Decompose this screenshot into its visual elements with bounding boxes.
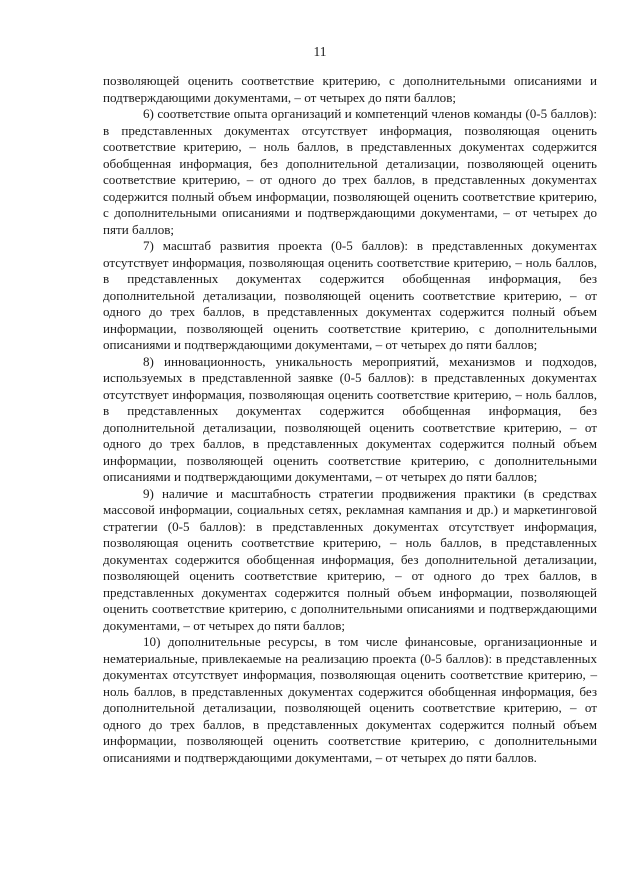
- paragraph-criterion-8: 8) инновационность, уникальность мероприятий, механизмов и подходов, используемых в представленной заявке (0-5 баллов): в представленных документах отсутствует информация, позволяющая оценить соответствие критерию, – ноль баллов, в представленных документах содержится обобщенная информация, без дополнительной детализации, позволяющей оценить соответствие критерию, – от одного до трех баллов, в представленных документах содержится полный объем информации, позволяющей оценить соответствие критерию, с дополнительными описаниями и подтверждающими документами, – от четырех до пяти баллов;: [103, 353, 597, 484]
- paragraph-criterion-7: 7) масштаб развития проекта (0-5 баллов): в представленных документах отсутствует информация, позволяющая оценить соответствие критерию, – ноль баллов, в представленных документах содержится обобщенная информация, без дополнительной детализации, позволяющей оценить соответствие критерию, – от одного до трех баллов, в представленных документах содержится полный объем информации, позволяющей оценить соответствие критерию, с дополнительными описаниями и подтверждающими документами, – от четырех до пяти баллов;: [103, 238, 597, 352]
- paragraph-criterion-10: 10) дополнительные ресурсы, в том числе финансовые, организационные и нематериальные, привлекаемые на реализацию проекта (0-5 баллов): в представленных документах отсутствует информация, позволяющая оценить соответствие критерию, – ноль баллов, в представленных документах содержится обобщенная информация, без дополнительной детализации, позволяющей оценить соответствие критерию, – от одного до трех баллов, в представленных документах содержится полный объем информации, позволяющей оценить соответствие критерию, с дополнительными описаниями и подтверждающими документами, – от четырех до пяти баллов.: [103, 634, 597, 765]
- paragraph-criterion-9: 9) наличие и масштабность стратегии продвижения практики (в средствах массовой информации, социальных сетях, рекламная кампания и др.) и маркетинговой стратегии (0-5 баллов): в представленных документах отсутствует информация, позволяющая оценить соответствие критерию, – ноль баллов, в представленных документах содержится обобщенная информация, без дополнительной детализации, позволяющей оценить соответствие критерию, – от одного до трех баллов, в представленных документах содержится полный объем информации, позволяющей оценить соответствие критерию, с дополнительными описаниями и подтверждающими документами, – от четырех до пяти баллов;: [103, 485, 597, 633]
- paragraph-continuation: позволяющей оценить соответствие критерию, с дополнительными описаниями и подтверждающими документами, – от четырех до пяти баллов;: [103, 73, 597, 105]
- document-body: [103, 73, 597, 766]
- paragraph-criterion-6: 6) соответствие опыта организаций и компетенций членов команды (0-5 баллов): в представленных документах отсутствует информация, позволяющая оценить соответствие критерию, – ноль баллов, в представленных документах содержится обобщенная информация, без дополнительной детализации, позволяющей оценить соответствие критерию, – от одного до трех баллов, в представленных документах содержится полный объем информации, позволяющей оценить соответствие критерию, с дополнительными описаниями и подтверждающими документами, – от четырех до пяти баллов;: [103, 106, 597, 237]
- page-number: 11: [313, 44, 327, 59]
